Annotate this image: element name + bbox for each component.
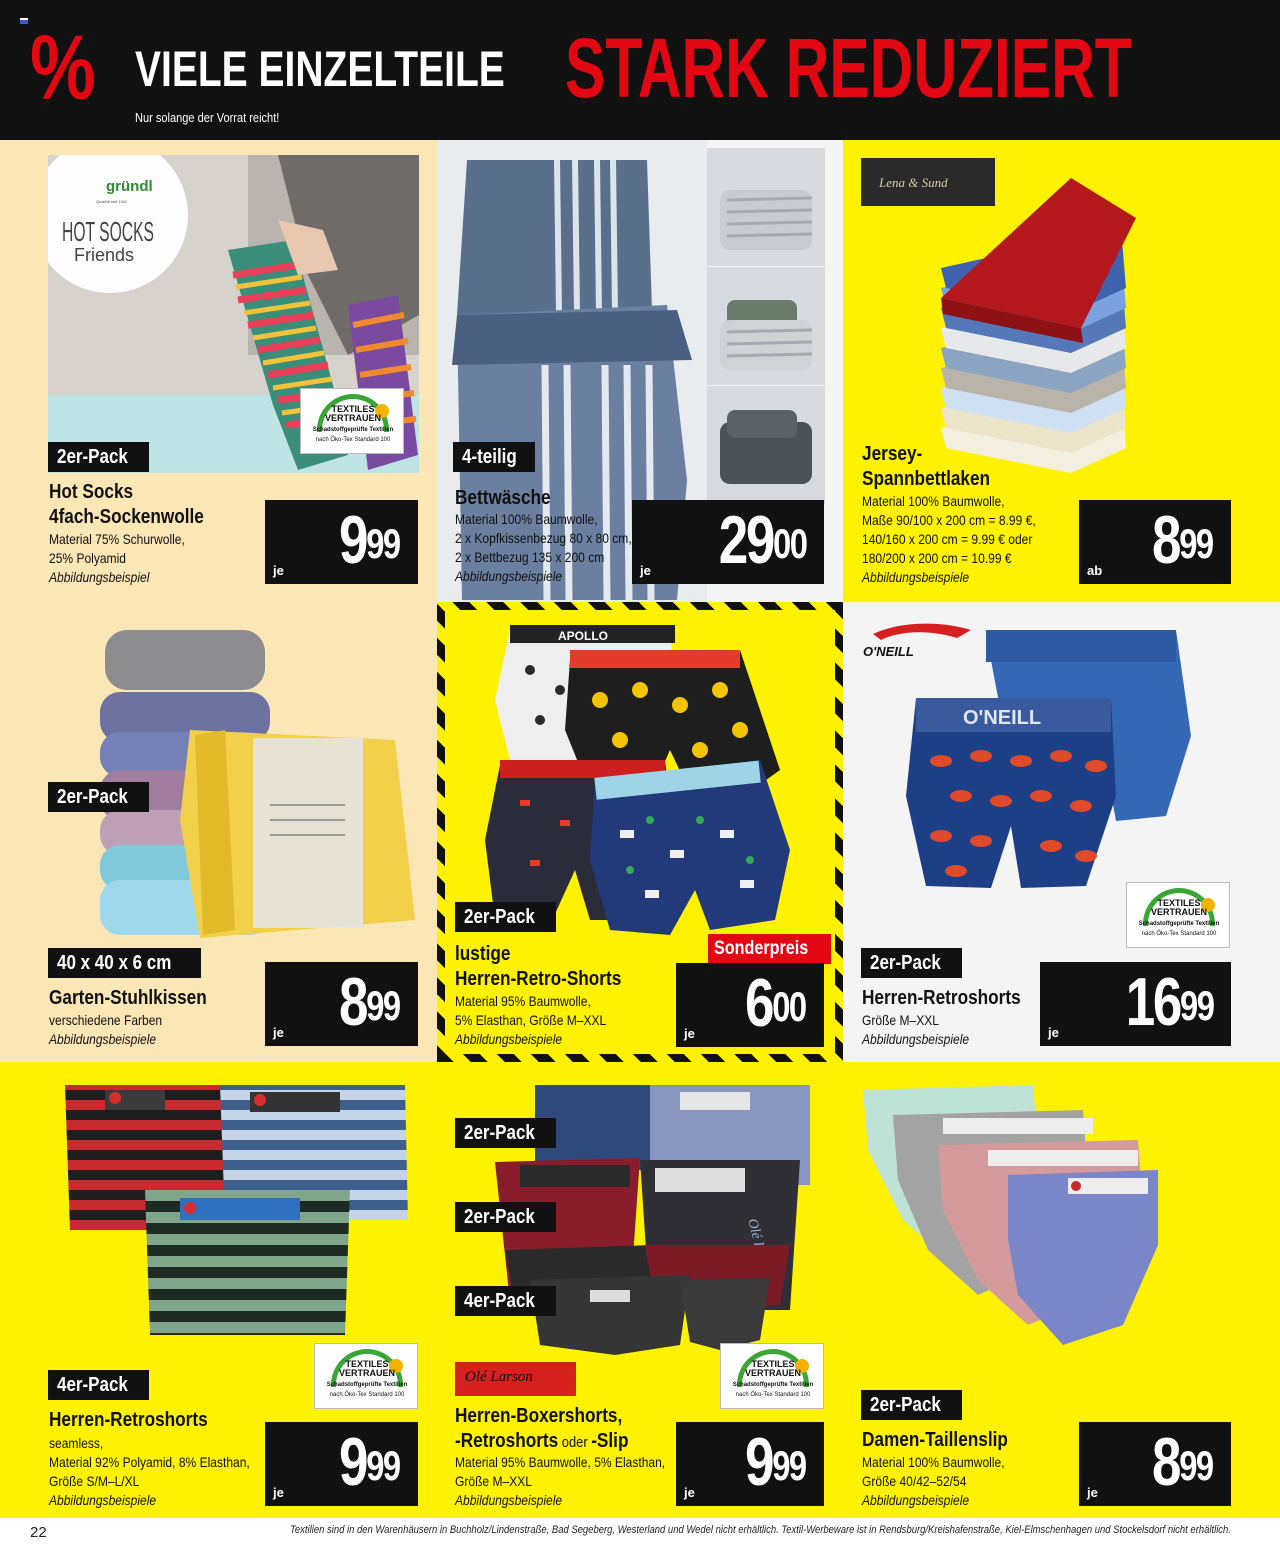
product-description: Material 100% Baumwolle, Größe 40/42–52/54 Abbildungsbeispiele [862,1454,1005,1508]
certificate-badge: TEXTILES VERTRAUEN Schadstoffgeprüfte Textilien nach Öko-Tex Standard 100 [1126,882,1230,948]
brand-olelarson-logo: Olé Larson [455,1362,576,1396]
pack-badge: 2er-Pack [861,948,962,978]
price-tag: je $9^{99}$ [676,1422,824,1506]
price-tag: je $8^{99}$ [1079,1422,1231,1506]
price-tag: je $9^{99}$ [265,500,418,584]
price-tag: je $16^{99}$ [1040,962,1231,1046]
brand-hotsocks: HOT SOCKS [62,216,154,247]
header-banner [0,0,1280,140]
ladies-briefs-image [858,1080,1158,1350]
brand-oneill-logo: O'NEILL [863,644,914,659]
size-badge: 40 x 40 x 6 cm [48,948,201,978]
headline-left: VIELE EINZELTEILE [135,41,505,97]
seamless-shorts-image [60,1080,415,1340]
pack-badge: 2er-Pack [455,902,556,932]
svg-text:Friends: Friends [74,245,135,265]
product-description: Material 100% Baumwolle, Maße 90/100 x 200 cm = 8.99 €, 140/160 x 200 cm = 9.99 € oder 180/200 x 200 cm = 10.99 € Abbildungsbeispiele [862,493,1036,585]
svg-text:APOLLO: APOLLO [558,629,608,643]
flag-icon [20,18,28,24]
price-tag: ab $8^{99}$ [1079,500,1231,584]
footer-note: Textilien sind in den Warenhäusern in Buchholz/Lindenstraße, Bad Segeberg, Westerland und Wedel nicht erhältlich. Textil-Werbeware ist in Rendsburg/Kreishafenstraße, Kiel-Elmschenhagen und Stockelsdorf nicht erhältlich. [290,1524,1231,1536]
product-title: Damen-Taillenslip [862,1429,1008,1451]
product-title: Herren-Retroshorts [862,987,1021,1009]
price-tag: je $6^{00}$ [676,963,824,1047]
product-title: Garten-Stuhlkissen [49,987,207,1009]
sheets-image [861,158,1161,478]
product-description: Größe M–XXL Abbildungsbeispiele [862,1012,970,1047]
headline-subline: Nur solange der Vorrat reicht! [135,110,280,125]
product-description: Material 100% Baumwolle, 2 x Kopfkissenbezug 80 x 80 cm, 2 x Bettbezug 135 x 200 cm Abbildungsbeispiele [455,511,632,584]
pack-badge: 2er-Pack [455,1118,556,1148]
pack-badge: 4er-Pack [455,1286,556,1316]
product-description: Material 95% Baumwolle, 5% Elasthan, Größe M–XXL Abbildungsbeispiele [455,993,607,1047]
product-title: Herren-Boxershorts, -Retroshorts oder -Slip [455,1405,629,1452]
certificate-badge: TEXTILES VERTRAUEN Schadstoffgeprüfte Textilien nach Öko-Tex Standard 100 [314,1343,418,1409]
certificate-badge: TEXTILES VERTRAUEN Schadstoffgeprüfte Textilien nach Öko-Tex Standard 100 [300,388,404,454]
brand-gruendl: gründl [106,178,153,195]
pack-badge: 2er-Pack [48,442,149,472]
product-title: lustige Herren-Retro-Shorts [455,943,622,990]
pack-badge: 4-teilig [453,442,535,472]
svg-text:Qualität seit 1962: Qualität seit 1962 [96,199,128,204]
brand-lenasund: Lena & Sund [879,175,948,190]
price-tag: je $8^{99}$ [265,962,418,1046]
special-price-label: Sonderpreis [708,934,831,964]
percent-symbol: % [30,17,96,119]
price-tag: je $29^{00}$ [632,500,824,584]
product-title: Jersey- Spannbettlaken [862,443,991,490]
oneill-shorts-image [861,616,1221,906]
product-description: seamless, Material 92% Polyamid, 8% Elasthan, Größe S/M–L/XL Abbildungsbeispiele [49,1435,250,1508]
pack-badge: 2er-Pack [48,782,149,812]
headline-right: STARK REDUZIERT [565,21,1132,115]
certificate-badge: TEXTILES VERTRAUEN Schadstoffgeprüfte Textilien nach Öko-Tex Standard 100 [720,1343,824,1409]
page-number: 22 [30,1524,47,1541]
pack-badge: 2er-Pack [861,1390,962,1420]
product-description: Material 75% Schurwolle, 25% Polyamid Abbildungsbeispiel [49,531,185,585]
product-title: Herren-Retroshorts [49,1409,208,1431]
product-title: Bettwäsche [455,487,551,509]
waistband-text: O'NEILL [963,707,1042,729]
product-title: Hot Socks 4fach-Sockenwolle [49,481,204,528]
pack-badge: 4er-Pack [48,1370,149,1400]
price-tag: je $9^{99}$ [265,1422,418,1506]
product-description: Material 95% Baumwolle, 5% Elasthan, Größe M–XXL Abbildungsbeispiele [455,1454,666,1508]
product-description: verschiedene Farben Abbildungsbeispiele [49,1012,163,1047]
cushion-image [95,620,420,940]
pack-badge: 2er-Pack [455,1202,556,1232]
apollo-shorts-image [470,620,825,950]
